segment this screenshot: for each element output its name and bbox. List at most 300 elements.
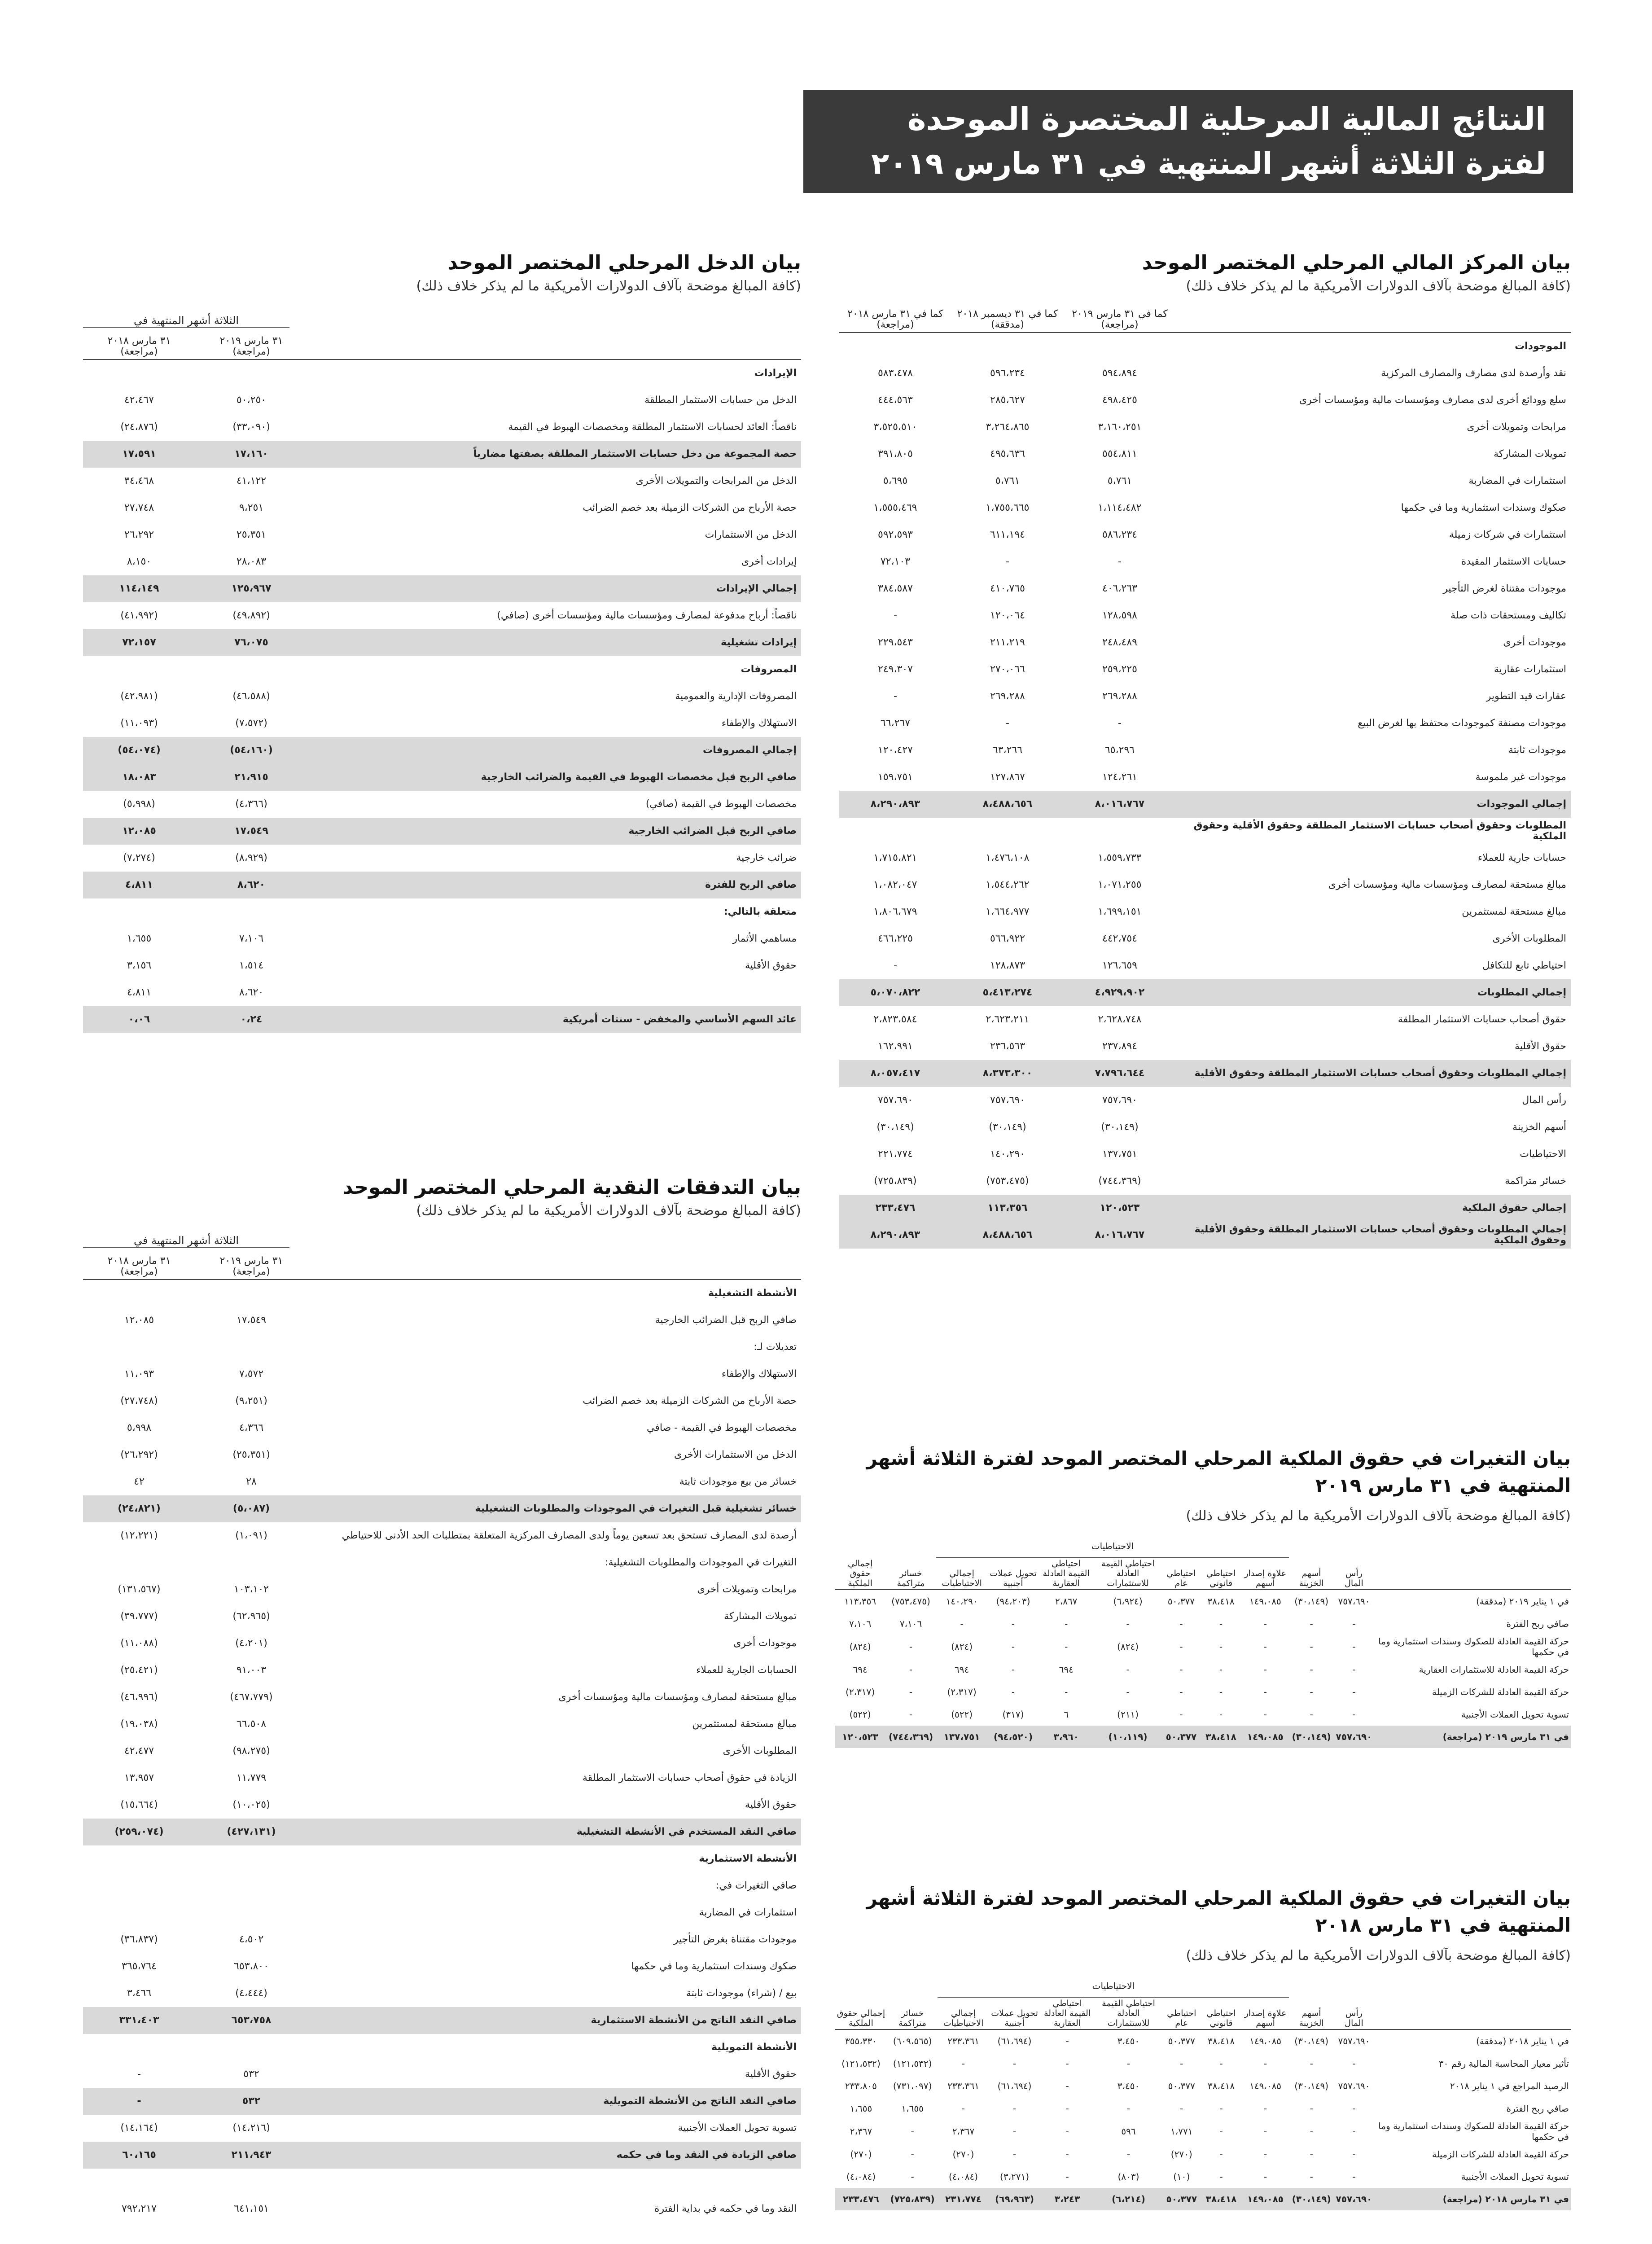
row-label: مبالغ مستحقة لمصارف ومؤسسات مالية ومؤسسات أخرى xyxy=(1328,879,1566,890)
cell-value: - xyxy=(1263,2171,1267,2182)
cell-value: ٨،٦٢٠ xyxy=(239,987,264,998)
label-header xyxy=(307,1252,801,1280)
cell-value: ١٨،٠٨٣ xyxy=(83,764,195,791)
cell-value: ٧٩٢،٢١٧ xyxy=(122,2203,157,2214)
equity-2019-table xyxy=(835,1535,1571,1748)
column-header: أسهم الخزينة xyxy=(1289,1998,1334,2030)
cell-value xyxy=(83,2034,195,2061)
row-label: الزيادة في حقوق أصحاب حسابات الاستثمار المطلقة xyxy=(582,1772,797,1784)
table-row xyxy=(83,764,801,791)
cell-value: (٤،٠٨٤) xyxy=(949,2171,978,2182)
cell-value: - xyxy=(1352,1709,1356,1720)
table-row xyxy=(83,1006,801,1033)
label-header xyxy=(1374,1558,1571,1590)
cell-value: ١١٣،٣٥٦ xyxy=(844,1596,876,1607)
column-header: خسائر متراكمة xyxy=(885,1558,936,1590)
cell-value: ٣٨٤،٥٨٧ xyxy=(878,583,913,594)
cell-value: ١٤٩،٠٨٥ xyxy=(1249,1596,1281,1607)
cell-value: (٢٧٠) xyxy=(850,2149,872,2160)
cell-value: - xyxy=(1065,1687,1068,1697)
cell-value: - xyxy=(1352,2171,1356,2182)
row-label: حصة الأرباح من الشركات الزميلة بعد خصم الضرائب xyxy=(583,502,797,513)
cell-value xyxy=(83,2222,195,2244)
cell-value: ٦١١،١٩٤ xyxy=(990,529,1025,540)
cell-value: ٥٥٤،٨١١ xyxy=(1102,448,1137,460)
cell-value: ١،٥٥٥،٤٦٩ xyxy=(873,502,917,513)
cell-value: ١٢٥،٩٦٧ xyxy=(195,575,307,602)
cell-value: ١،٧٧١ xyxy=(1170,2126,1193,2137)
row-label: المطلوبات وحقوق أصحاب حسابات الاستثمار المطلقة وحقوق الأقلية وحقوق الملكية xyxy=(1193,820,1566,842)
table-row xyxy=(839,548,1571,575)
equity-2018-subtitle: (كافة المبالغ موضحة بآلاف الدولارات الأمريكية ما لم يذكر خلاف ذلك) xyxy=(1186,1948,1571,1964)
table-row xyxy=(83,1980,801,2007)
cell-value: ١٦٢،٩٩١ xyxy=(878,1041,913,1052)
cell-value: ٢٣٦،٥٦٣ xyxy=(990,1041,1025,1052)
table-row xyxy=(835,1726,1571,1748)
cell-value xyxy=(83,1334,195,1361)
column-header: احتياطي القيمة العادلة العقارية xyxy=(1040,1998,1095,2030)
cell-value: ٥،٩٩٨ xyxy=(127,1422,152,1433)
cell-value: - xyxy=(1310,1687,1313,1697)
cell-value: ٢٧٠،٠٦٦ xyxy=(990,664,1025,675)
column-header: أسهم الخزينة xyxy=(1289,1558,1334,1590)
cell-value: ٢٤٩،٣٠٧ xyxy=(878,664,913,675)
cell-value: - xyxy=(1219,2171,1223,2182)
cell-value: - xyxy=(1263,2103,1267,2114)
table-row xyxy=(839,710,1571,737)
cell-value: - xyxy=(1263,1664,1267,1675)
cell-value: (٧٤٤،٣٦٩) xyxy=(885,1726,936,1748)
cell-value: (٣٠،١٤٩) xyxy=(1101,1122,1139,1133)
table-row xyxy=(839,1033,1571,1060)
table-row xyxy=(835,2143,1571,2165)
cell-value xyxy=(83,1549,195,1576)
row-label: الدخل من حسابات الاستثمار المطلقة xyxy=(644,394,797,406)
cell-value: ١،٦٥٥ xyxy=(850,2103,872,2114)
cell-value: - xyxy=(1352,1687,1356,1697)
row-label: حركة القيمة العادلة للصكوك وسندات استثمارية وما في حكمها xyxy=(1378,1636,1569,1657)
row-label: إجمالي حقوق الملكية xyxy=(1176,1195,1571,1222)
row-label: صكوك وسندات استثمارية وما في حكمها xyxy=(1401,502,1566,513)
column-header: تحويل عملات أجنبية xyxy=(988,1558,1039,1590)
cell-value: - xyxy=(1012,2126,1017,2137)
row-label: مخصصات الهبوط في القيمة (صافي) xyxy=(645,798,797,810)
table-row xyxy=(83,2142,801,2169)
cell-value: (١٢١،٥٣٢) xyxy=(893,2058,932,2069)
cell-value: ١،٦٥٥ xyxy=(901,2103,924,2114)
row-label: موجودات مقتناة بغرض التأجير xyxy=(673,1934,797,1945)
cell-value: ٥٨٦،٢٣٤ xyxy=(1102,529,1137,540)
row-label: الدخل من الاستثمارات الأخرى xyxy=(674,1449,797,1460)
row-label: مبالغ مستحقة لمصارف ومؤسسات مالية ومؤسسات أخرى xyxy=(558,1692,797,1703)
table-row xyxy=(83,522,801,548)
table-row xyxy=(839,575,1571,602)
income-subtitle: (كافة المبالغ موضحة بآلاف الدولارات الأمريكية ما لم يذكر خلاف ذلك) xyxy=(416,278,801,294)
cell-value: ١٤٠،٢٩٠ xyxy=(990,1148,1025,1160)
equity-2019-subtitle: (كافة المبالغ موضحة بآلاف الدولارات الأمريكية ما لم يذكر خلاف ذلك) xyxy=(1186,1508,1571,1524)
cell-value: - xyxy=(909,1709,913,1720)
cell-value: - xyxy=(1011,1664,1015,1675)
cell-value: ٦٥٣،٨٠٠ xyxy=(234,1961,269,1972)
cell-value: ٤٩٨،٤٢٥ xyxy=(1102,394,1137,406)
table-row xyxy=(83,414,801,441)
table-row xyxy=(83,1926,801,1953)
row-label: موجودات مقتناة لغرض التأجير xyxy=(1443,583,1566,594)
row-label: الحسابات الجارية للعملاء xyxy=(696,1665,797,1676)
cell-value xyxy=(195,2169,307,2196)
cell-value: ١،٠٧١،٢٥٥ xyxy=(1098,879,1142,890)
table-row xyxy=(835,1635,1571,1658)
cell-value: (٥٤،٠٧٤) xyxy=(83,737,195,764)
cell-value: ٣،٥٢٥،٥١٠ xyxy=(873,421,917,433)
cell-value: - xyxy=(137,2069,141,2080)
cell-value: (٧٣١،٠٩٧) xyxy=(893,2081,932,2091)
table-row xyxy=(83,1953,801,1980)
cell-value xyxy=(83,898,195,925)
cell-value: ٨،٤٨٨،٦٥٦ xyxy=(951,791,1064,818)
table-row xyxy=(839,872,1571,898)
cell-value: ٧،٧٩٦،٦٤٤ xyxy=(1064,1060,1176,1087)
cell-value: (١٠،١١٩) xyxy=(1094,1726,1162,1748)
row-label: إجمالي المطلوبات وحقوق أصحاب حسابات الاستثمار المطلقة وحقوق الأقلية xyxy=(1176,1060,1571,1087)
table-row xyxy=(83,683,801,710)
row-label: صافي الربح للفترة xyxy=(307,872,801,898)
cell-value: ١،٧١٥،٨٢١ xyxy=(873,852,917,863)
label-header xyxy=(307,332,801,359)
cell-value: (٣٠،١٤٩) xyxy=(1294,1596,1328,1607)
row-label: رأس المال xyxy=(1522,1095,1566,1106)
cell-value: ٨،٤٨٨،٦٥٦ xyxy=(951,1222,1064,1249)
cell-value: - xyxy=(1310,1664,1313,1675)
cell-value: (٤١،٩٩٢) xyxy=(120,610,158,621)
cell-value xyxy=(195,1899,307,1926)
table-row xyxy=(839,1195,1571,1222)
table-row xyxy=(83,2196,801,2222)
table-row xyxy=(83,952,801,979)
table-row xyxy=(83,359,801,387)
label-header xyxy=(1176,305,1571,333)
cell-value: - xyxy=(1352,1641,1356,1652)
row-label: صافي النقد المستخدم في الأنشطة التشغيلية xyxy=(307,1819,801,1845)
cell-value: ٢٢٩،٥٤٣ xyxy=(878,637,913,648)
row-label: حسابات جارية للعملاء xyxy=(1477,852,1566,863)
cell-value: - xyxy=(1219,2126,1223,2137)
cell-value: (٥،٩٩٨) xyxy=(123,798,155,810)
cell-value: ٧،٥٧٢ xyxy=(239,1368,264,1380)
cell-value: ٣،٤٥٠ xyxy=(1117,2036,1140,2047)
cell-value: - xyxy=(894,610,897,621)
cell-value: (٥٤،١٦٠) xyxy=(195,737,307,764)
fp-title: بيان المركز المالي المرحلي المختصر الموحد xyxy=(1142,251,1571,274)
cell-value: - xyxy=(1310,2149,1313,2160)
table-row xyxy=(83,845,801,872)
cell-value: ١٢٨،٨٧٣ xyxy=(990,960,1025,971)
cell-value: ٦٦،٢٦٧ xyxy=(880,718,911,729)
cell-value: ١٣٧،٧٥١ xyxy=(936,1726,988,1748)
row-label: المصروفات الإدارية والعمومية xyxy=(675,691,797,702)
table-row xyxy=(83,2007,801,2034)
cell-value: ٤٦٦،٢٢٥ xyxy=(878,933,913,944)
table-row xyxy=(83,1765,801,1792)
cell-value: - xyxy=(1310,2171,1313,2182)
cell-value: ١٢٠،٥٢٣ xyxy=(1064,1195,1176,1222)
table-row xyxy=(835,2052,1571,2075)
row-label: حسابات الاستثمار المقيدة xyxy=(1461,556,1566,567)
row-label: الإيرادات xyxy=(754,368,797,379)
cell-value: ١١٤،١٤٩ xyxy=(83,575,195,602)
cell-value: - xyxy=(1263,2149,1267,2160)
row-label: إجمالي المطلوبات وحقوق أصحاب حسابات الاستثمار المطلقة وحقوق الأقلية وحقوق الملكية xyxy=(1176,1222,1571,1249)
cell-value: (٢٤،٨٧٦) xyxy=(120,421,158,433)
spacer xyxy=(1334,1535,1374,1558)
cell-value: ٧٥٧،٦٩٠ xyxy=(990,1095,1025,1106)
column-header: تحويل عملات أجنبية xyxy=(989,1998,1040,2030)
cell-value: - xyxy=(83,2088,195,2115)
cell-value xyxy=(951,333,1064,360)
group-row xyxy=(835,1975,1571,1998)
cashflow-subtitle: (كافة المبالغ موضحة بآلاف الدولارات الأمريكية ما لم يذكر خلاف ذلك) xyxy=(416,1203,801,1218)
cell-value: ٣٤،٤٦٨ xyxy=(124,475,154,486)
cell-value: ١١،٠٩٣ xyxy=(124,1368,154,1380)
row-label: مبالغ مستحقة لمستثمرين xyxy=(692,1718,797,1730)
table-row xyxy=(839,1168,1571,1195)
table-row xyxy=(839,952,1571,979)
column-header: إجمالي حقوق الملكية xyxy=(835,1558,885,1590)
table-row xyxy=(839,925,1571,952)
cell-value: ١،٦٦٤،٩٧٧ xyxy=(986,906,1030,917)
table-row xyxy=(839,360,1571,387)
cell-value: - xyxy=(1263,1618,1267,1629)
cell-value: (٤٦،٥٨٨) xyxy=(232,691,270,702)
cell-value: ١،٦٩٩،١٥١ xyxy=(1098,906,1142,917)
cell-value: ٦٥،٢٩٦ xyxy=(1104,745,1135,756)
cell-value: (١١،٠٨٨) xyxy=(120,1638,158,1649)
column-header: ٣١ مارس ٢٠١٩ (مراجعة) xyxy=(195,1252,307,1280)
cell-value: (٢٥،٣٥١) xyxy=(232,1449,270,1460)
column-header: احتياطي عام xyxy=(1162,1998,1201,2030)
cell-value: (٦٩،٩٦٣) xyxy=(989,2188,1040,2210)
cell-value: (٤٦٧،٧٧٩) xyxy=(230,1692,273,1703)
cell-value: ٤،٥٠٢ xyxy=(239,1934,264,1945)
table-row xyxy=(83,1334,801,1361)
cell-value: (٩٤،٢٠٣) xyxy=(996,1596,1030,1607)
table-row xyxy=(83,979,801,1006)
row-label: حركة القيمة العادلة للاستثمارات العقارية xyxy=(1419,1664,1569,1675)
cell-value xyxy=(839,818,951,845)
cell-value: ٢،٨٢٣،٥٨٤ xyxy=(873,1014,917,1025)
income-period: الثلاثة أشهر المنتهية في xyxy=(83,314,289,328)
cell-value: - xyxy=(1352,1618,1356,1629)
cell-value: ٢٣٣،٤٧٦ xyxy=(839,1195,951,1222)
cell-value: ٢١،٩١٥ xyxy=(195,764,307,791)
cell-value: ١٢٧،٨٦٧ xyxy=(990,771,1025,783)
cell-value xyxy=(195,1549,307,1576)
cell-value: (٨،٩٢٩) xyxy=(235,852,267,863)
column-header: احتياطي قانوني xyxy=(1201,1998,1241,2030)
column-header: احتياطي القيمة العادلة للاستثمارات xyxy=(1094,1558,1162,1590)
reserves-group-header: الاحتياطيات xyxy=(936,1535,1289,1558)
table-row xyxy=(839,898,1571,925)
cell-value: ٥٠،٣٧٧ xyxy=(1168,2081,1195,2091)
table-row xyxy=(839,387,1571,414)
cell-value: ٧،١٠٦ xyxy=(899,1618,922,1629)
cell-value xyxy=(195,359,307,387)
cell-value: ١٤٩،٠٨٥ xyxy=(1242,2188,1289,2210)
cell-value: ٤،٩٢٩،٩٠٢ xyxy=(1064,979,1176,1006)
cell-value xyxy=(195,2034,307,2061)
table-row xyxy=(835,2097,1571,2120)
cell-value: - xyxy=(1263,2126,1267,2137)
spacer xyxy=(1374,1535,1571,1558)
table-row xyxy=(83,2061,801,2088)
table-row xyxy=(83,1819,801,1845)
row-label: متعلقة بالتالي: xyxy=(723,906,797,917)
row-label: الأنشطة الاستثمارية xyxy=(699,1853,797,1864)
row-label: تسوية تحويل العملات الأجنبية xyxy=(1461,2171,1569,2182)
cell-value: ١،٦٥٥ xyxy=(127,933,152,944)
cell-value: (٣٠،١٤٩) xyxy=(876,1122,914,1133)
cell-value: ١٤٩،٠٨٥ xyxy=(1249,2036,1282,2047)
row-label: صافي الربح قبل الضرائب الخارجية xyxy=(655,1315,797,1326)
cell-value: - xyxy=(1219,1709,1223,1720)
cell-value: (١٥،٦٦٤) xyxy=(120,1799,158,1810)
row-label: حركة القيمة العادلة للصكوك وسندات استثمارية وما في حكمها xyxy=(1378,2121,1569,2142)
row-label: حقوق الأقلية xyxy=(745,1799,797,1810)
row-label: حقوق الأقلية xyxy=(745,960,797,971)
cell-value: ١،٠٨٢،٠٤٧ xyxy=(873,879,917,890)
cell-value: - xyxy=(894,691,897,702)
cell-value: (٣٠،١٤٩) xyxy=(1289,1726,1334,1748)
cell-value: - xyxy=(1219,1641,1223,1652)
column-header: إجمالي الاحتياطيات xyxy=(938,1998,989,2030)
cash-flow-table xyxy=(83,1252,801,2244)
cell-value: ٢٥،٣٥١ xyxy=(236,529,267,540)
cell-value: - xyxy=(1126,1687,1130,1697)
cell-value: ٢،٦٢٨،٧٤٨ xyxy=(1098,1014,1142,1025)
row-label: خسائر متراكمة xyxy=(1505,1175,1566,1187)
financial-position-table xyxy=(839,305,1571,1249)
cell-value xyxy=(195,1845,307,1872)
row-label: المطلوبات الأخرى xyxy=(723,1745,797,1757)
cell-value: - xyxy=(1011,1618,1015,1629)
row-label: إيرادات أخرى xyxy=(741,556,797,567)
cell-value: ٧٥٧،٦٩٠ xyxy=(1102,1095,1137,1106)
cell-value: ٤٢،٤٧٧ xyxy=(124,1745,154,1757)
cell-value: (٩٨،٢٧٥) xyxy=(232,1745,270,1757)
table-row xyxy=(83,387,801,414)
cell-value: ١١٣،٣٥٦ xyxy=(951,1195,1064,1222)
cell-value: ٥٩٤،٨٩٤ xyxy=(1102,368,1137,379)
column-header: رأس المال xyxy=(1334,1998,1374,2030)
cell-value: (٦١،٦٩٤) xyxy=(997,2036,1032,2047)
cell-value: (٦٠٩،٥٦٥) xyxy=(893,2036,932,2047)
cell-value: - xyxy=(894,960,897,971)
cell-value: ٥٨٣،٤٧٨ xyxy=(878,368,913,379)
cell-value: - xyxy=(1310,2103,1313,2114)
cell-value: ٥٩٢،٥٩٣ xyxy=(878,529,913,540)
row-label: استثمارات في شركات زميلة xyxy=(1449,529,1566,540)
cell-value: ٦٥٣،٧٥٨ xyxy=(195,2007,307,2034)
table-row xyxy=(839,441,1571,468)
cell-value: (٣٠،١٤٩) xyxy=(1294,2036,1329,2047)
cell-value: ٦ xyxy=(1064,1709,1069,1720)
cell-value: - xyxy=(1352,2058,1356,2069)
table-row xyxy=(839,602,1571,629)
table-row xyxy=(83,2115,801,2142)
row-label: بيع / (شراء) موجودات ثابتة xyxy=(686,1988,797,1999)
column-header: خسائر متراكمة xyxy=(887,1998,938,2030)
column-header: إجمالي الاحتياطيات xyxy=(936,1558,988,1590)
row-label: صافي الزيادة في النقد وما في حكمه xyxy=(307,2142,801,2169)
column-header: علاوة إصدار أسهم xyxy=(1241,1558,1289,1590)
cell-value: (١٤،٢١٦) xyxy=(232,2122,270,2134)
row-label: إجمالي الموجودات xyxy=(1176,791,1571,818)
cell-value: ١٧،٥٤٩ xyxy=(236,1315,267,1326)
table-row xyxy=(83,1630,801,1657)
cell-value: - xyxy=(909,1641,913,1652)
table-row xyxy=(839,737,1571,764)
cell-value: ٧،١٠٦ xyxy=(849,1618,872,1629)
cell-value: ١٢،٠٨٥ xyxy=(83,818,195,845)
column-header: احتياطي القيمة العادلة للاستثمارات xyxy=(1095,1998,1162,2030)
cell-value: ٧٢،١٥٧ xyxy=(83,629,195,656)
table-row xyxy=(839,818,1571,845)
cell-value: - xyxy=(1006,556,1009,567)
cell-value: (٦،٢١٤) xyxy=(1095,2188,1162,2210)
row-label: مبالغ مستحقة لمستثمرين xyxy=(1462,906,1566,917)
cell-value: (٣٠،١٤٩) xyxy=(989,1122,1026,1133)
cell-value: ١٥٩،٧٥١ xyxy=(878,771,913,783)
cell-value: - xyxy=(1012,2149,1017,2160)
table-row xyxy=(83,1307,801,1334)
row-label: في ١ يناير ٢٠١٩ (مدققة) xyxy=(1476,1596,1569,1607)
cell-value: ٤٤٢،٧٥٤ xyxy=(1102,933,1137,944)
cell-value: ٢٣٣،٣٦١ xyxy=(947,2081,979,2091)
header-row xyxy=(83,332,801,359)
column-header: احتياطي القيمة العادلة العقارية xyxy=(1039,1558,1093,1590)
cell-value: ٧،١٠٦ xyxy=(239,933,264,944)
table-row xyxy=(839,414,1571,441)
column-header: ٣١ مارس ٢٠١٨ (مراجعة) xyxy=(83,1252,195,1280)
spacer xyxy=(1374,1975,1571,1998)
row-label: صافي التغيرات في: xyxy=(715,1880,797,1891)
cell-value: ٣٣١،٤٠٣ xyxy=(83,2007,195,2034)
cell-value: ٥٠،٣٧٧ xyxy=(1168,2036,1195,2047)
cell-value: ٣،٢٦٤،٨٦٥ xyxy=(986,421,1030,433)
cell-value: - xyxy=(1219,2103,1223,2114)
column-header: احتياطي عام xyxy=(1162,1558,1200,1590)
cell-value: ٤،٨١١ xyxy=(127,987,152,998)
cell-value: - xyxy=(909,1687,913,1697)
row-label: صافي ربح الفترة xyxy=(1506,2103,1569,2114)
equity-2018-title: بيان التغيرات في حقوق الملكية المرحلي المختصر الموحد لفترة الثلاثة أشهر المنتهية في ٣١ مارس ٢٠١٨ xyxy=(866,1887,1571,1936)
spacer xyxy=(1289,1975,1334,1998)
row-label: استثمارات في المضاربة xyxy=(1468,475,1566,486)
row-label xyxy=(307,2169,801,2196)
table-row xyxy=(83,1415,801,1442)
table-row xyxy=(83,1684,801,1711)
cell-value: (١٣١،٥٦٧) xyxy=(118,1584,161,1595)
row-label: تمويلات المشاركة xyxy=(1494,448,1566,460)
table-row xyxy=(83,495,801,522)
table-row xyxy=(83,1468,801,1495)
cell-value: ١٢٨،٥٩٨ xyxy=(1102,610,1137,621)
cell-value: ٢٣٧،٨٩٤ xyxy=(1102,1041,1137,1052)
cell-value: ٣٩١،٨٠٥ xyxy=(878,448,913,460)
cell-value: ١٢٠،٠٦٤ xyxy=(990,610,1025,621)
table-row xyxy=(83,468,801,495)
table-row xyxy=(839,468,1571,495)
